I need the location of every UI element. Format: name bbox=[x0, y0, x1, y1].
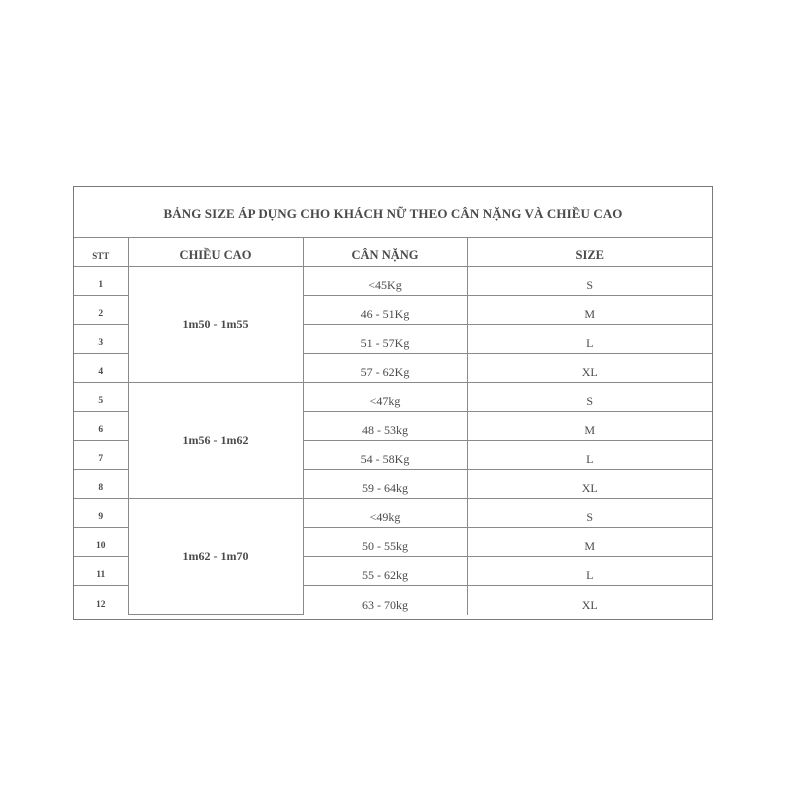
column-header-weight: CÂN NẶNG bbox=[303, 238, 467, 267]
size-chart bbox=[73, 186, 713, 620]
size-value: XL bbox=[467, 354, 712, 383]
row-number: 2 bbox=[74, 296, 128, 325]
row-number: 3 bbox=[74, 325, 128, 354]
weight-range: 50 - 55kg bbox=[303, 528, 467, 557]
row-number: 5 bbox=[74, 383, 128, 412]
weight-range: 59 - 64kg bbox=[303, 470, 467, 499]
weight-range: <45Kg bbox=[303, 267, 467, 296]
column-header-size: SIZE bbox=[467, 238, 712, 267]
height-range: 1m56 - 1m62 bbox=[128, 383, 303, 499]
column-header-height: CHIỀU CAO bbox=[128, 238, 303, 267]
row-number: 11 bbox=[74, 557, 128, 586]
table-row bbox=[74, 383, 712, 412]
column-header-stt: STT bbox=[74, 238, 128, 267]
size-value: M bbox=[467, 296, 712, 325]
weight-range: 55 - 62kg bbox=[303, 557, 467, 586]
row-number: 6 bbox=[74, 412, 128, 441]
height-range: 1m50 - 1m55 bbox=[128, 267, 303, 383]
weight-range: 54 - 58Kg bbox=[303, 441, 467, 470]
size-value: S bbox=[467, 383, 712, 412]
weight-range: 51 - 57Kg bbox=[303, 325, 467, 354]
weight-range: <49kg bbox=[303, 499, 467, 528]
size-value: XL bbox=[467, 470, 712, 499]
size-value: M bbox=[467, 412, 712, 441]
row-number: 8 bbox=[74, 470, 128, 499]
weight-range: 46 - 51Kg bbox=[303, 296, 467, 325]
size-value: XL bbox=[467, 586, 712, 615]
row-number: 10 bbox=[74, 528, 128, 557]
weight-range: <47kg bbox=[303, 383, 467, 412]
size-value: M bbox=[467, 528, 712, 557]
size-value: L bbox=[467, 557, 712, 586]
header-row bbox=[74, 238, 712, 267]
row-number: 9 bbox=[74, 499, 128, 528]
row-number: 1 bbox=[74, 267, 128, 296]
size-value: L bbox=[467, 325, 712, 354]
row-number: 7 bbox=[74, 441, 128, 470]
size-table bbox=[74, 237, 712, 615]
chart-title: BẢNG SIZE ÁP DỤNG CHO KHÁCH NỮ THEO CÂN NẶNG VÀ CHIỀU CAO bbox=[74, 187, 712, 238]
weight-range: 48 - 53kg bbox=[303, 412, 467, 441]
weight-range: 63 - 70kg bbox=[303, 586, 467, 615]
table-row bbox=[74, 267, 712, 296]
size-value: L bbox=[467, 441, 712, 470]
size-value: S bbox=[467, 267, 712, 296]
row-number: 4 bbox=[74, 354, 128, 383]
size-value: S bbox=[467, 499, 712, 528]
row-number: 12 bbox=[74, 586, 128, 615]
table-row bbox=[74, 499, 712, 528]
weight-range: 57 - 62Kg bbox=[303, 354, 467, 383]
height-range: 1m62 - 1m70 bbox=[128, 499, 303, 615]
